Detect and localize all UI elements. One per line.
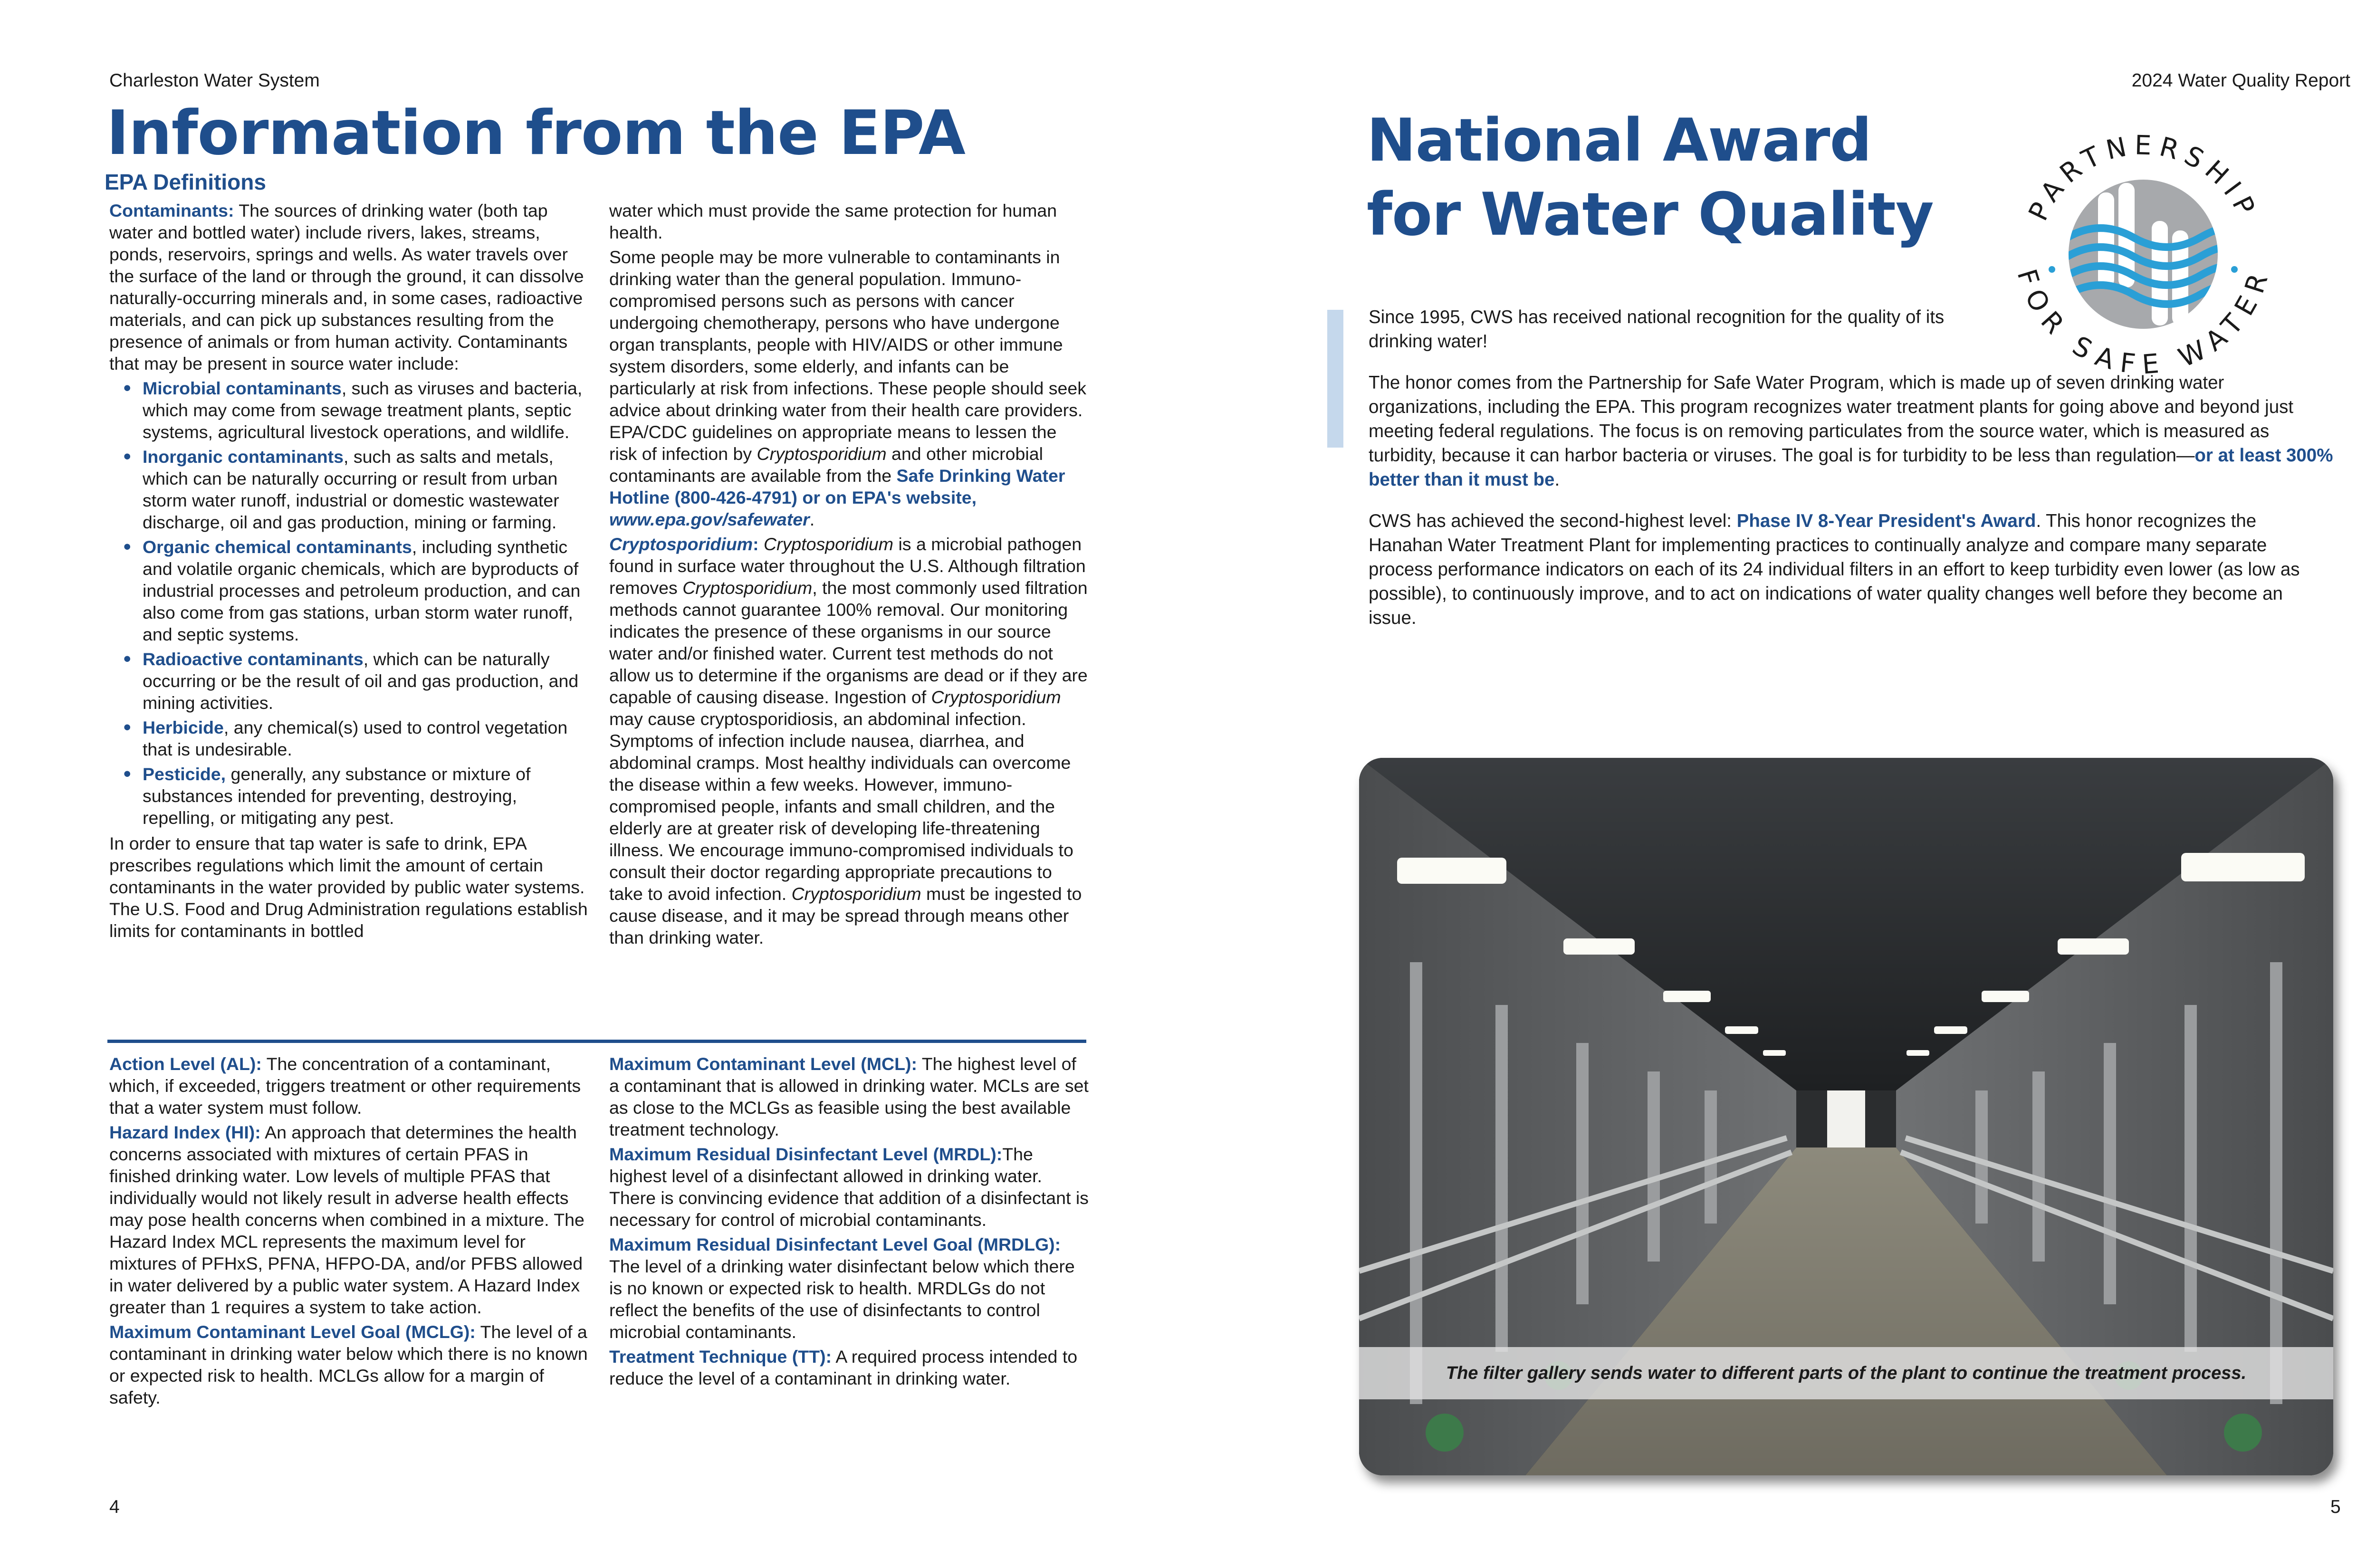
crypto-italic: Cryptosporidium — [931, 687, 1061, 707]
award-para-2 — [1369, 371, 2338, 492]
definition-text: A required process intended to reduce the level of a contaminant in drinking water. — [609, 1347, 1078, 1388]
crypto-text: is a microbial pathogen found in surface water throughout the U.S. Although filtration removes — [609, 534, 1086, 598]
definition-term: Maximum Contaminant Level (MCL): — [609, 1054, 917, 1074]
header-right: 2024 Water Quality Report — [2131, 70, 2350, 91]
list-item — [109, 763, 589, 829]
continuation-paragraph: water which must provide the same protection for human health. — [609, 201, 1057, 242]
bullet-text: , such as salts and metals, which can be naturally occurring or result from urban storm water runoff, industrial or domestic wastewater discharge, oil and gas production, mining or farming. — [143, 447, 559, 532]
period: . — [809, 509, 815, 529]
contaminants-term: Contaminants: — [109, 201, 234, 220]
bullet-term: Inorganic contaminants — [143, 447, 344, 467]
bullet-text: , including synthetic and volatile organic chemicals, which are byproducts of industrial processes and petroleum production, and can also come from gas stations, urban storm water runoff, and septic systems. — [143, 537, 581, 644]
list-item — [109, 377, 589, 443]
award-para-1: Since 1995, CWS has received national recognition for the quality of its drinking water! — [1369, 307, 1945, 352]
definition-term: Treatment Technique (TT): — [609, 1347, 832, 1367]
crypto-italic: Cryptosporidium — [791, 884, 921, 904]
crypto-colon: : — [753, 534, 764, 554]
bullet-text: , such as viruses and bacteria, which may come from sewage treatment plants, septic systems, agricultural livestock operations, and wildlife. — [143, 378, 583, 442]
crypto-text: must be ingested to cause disease, and it may be spread through means other than drinking water. — [609, 884, 1082, 947]
vulnerable-text-mid: and other microbial contaminants are available from the — [609, 444, 1043, 486]
page-title-award — [1367, 104, 1934, 252]
definition-text: An approach that determines the health concerns associated with mixtures of certain PFAS in finished drinking water. Low levels of multiple PFAS that individually would not likely result in adverse health effects may pose health concerns when combined in a mixture. The Hazard Index MCL represents the maximum level for mixtures of PFHxS, PFNA, HFPO-DA, and/or PFBS allowed in water delivered by a public water system. A Hazard Index greater than 1 requires a system to take action. — [109, 1122, 584, 1317]
definition-term: Maximum Contaminant Level Goal (MCLG): — [109, 1322, 476, 1342]
crypto-term: Cryptosporidium — [609, 534, 753, 554]
definition-text: The highest level of a disinfectant allowed in drinking water. There is convincing evidence that addition of a disinfectant is necessary for control of microbial contaminants. — [609, 1144, 1089, 1230]
definition-term: Action Level (AL): — [109, 1054, 262, 1074]
contaminants-paragraph — [109, 200, 589, 374]
bullet-term: Organic chemical contaminants — [143, 537, 412, 557]
definitions-column-left — [109, 1053, 589, 1411]
crypto-italic: Cryptosporidium — [757, 444, 887, 464]
title-line-2: for Water Quality — [1367, 181, 1934, 249]
bullet-term: Pesticide, — [143, 764, 226, 784]
bullet-term: Microbial contaminants — [143, 378, 342, 398]
bullet-text: generally, any substance or mixture of substances intended for preventing, destroying, repelling, or mitigating any pest. — [143, 764, 531, 828]
definition-term: Hazard Index (HI): — [109, 1122, 261, 1142]
award-para-2-text: The honor comes from the Partnership for Safe Water Program, which is made up of seven drinking water organizations, including the EPA. This program recognizes water treatment plants for going above and beyond just meeting federal regulations. The focus is on removing particulates from the source water, which is measured as turbidity, because it can harbor bacteria or viruses. The goal is for turbidity to be less than regulation— — [1369, 373, 2294, 466]
crypto-italic: Cryptosporidium — [682, 578, 813, 598]
award-para-2-emphasis: or at least 300% better than it must be — [1369, 445, 2333, 490]
photo-caption: The filter gallery sends water to different parts of the plant to continue the treatment process. — [1359, 1347, 2333, 1399]
award-para-3 — [1369, 509, 2300, 630]
definition-mcl — [609, 1053, 1089, 1140]
filter-gallery-photo — [1359, 758, 2333, 1475]
definition-text: The highest level of a contaminant that is allowed in drinking water. MCLs are set as close to the MCLGs as feasible using the best available treatment technology. — [609, 1054, 1089, 1139]
section-subtitle: EPA Definitions — [105, 170, 266, 194]
epa-website-link[interactable]: www.epa.gov/safewater — [609, 509, 810, 529]
epa-column-2 — [609, 200, 1089, 951]
bullet-term: Radioactive contaminants — [143, 649, 364, 669]
definition-tt — [609, 1346, 1089, 1389]
bullet-text: , which can be naturally occurring or be the result of oil and gas production, and mining activities. — [143, 649, 579, 713]
crypto-text: , the most commonly used filtration methods cannot guarantee 100% removal. Our monitoring indicates the presence of these organisms in our source water and/or finished water. Current test methods do not allow us to determine if the organisms are dead or if they are capable of causing disease. Ingestion of — [609, 578, 1088, 707]
crypto-text: may cause cryptosporidiosis, an abdominal infection. Symptoms of infection include nausea, diarrhea, and abdominal cramps. Most healthy individuals can overcome the disease within a few weeks. However, immuno-compromised people, infants and small children, and the elderly are at greater risk of developing life-threatening illness. We encourage immuno-compromised individuals to consult their doctor regarding appropriate precautions to take to avoid infection. — [609, 709, 1073, 904]
hotline-link[interactable]: Safe Drinking Water Hotline (800-426-4791) or on EPA's website, — [609, 466, 1065, 507]
award-para-3-rest: . This honor recognizes the Hanahan Water Treatment Plant for implementing practices to continually analyze and compare many separate process performance indicators on each of its 24 individual filters in an effort to keep turbidity even lower (as low as possible), to continuously improve, and to act on indications of water quality changes well before they become an issue. — [1369, 511, 2300, 628]
definition-text: The level of a contaminant in drinking water below which there is no known or expected risk to health. MCLGs allow for a margin of safety. — [109, 1322, 588, 1407]
bullet-term: Herbicide — [143, 717, 224, 737]
accent-bar — [1327, 310, 1343, 448]
definition-mrdl — [609, 1143, 1089, 1231]
list-item — [109, 717, 589, 760]
header-left: Charleston Water System — [109, 70, 320, 91]
bullet-text: , any chemical(s) used to control vegetation that is undesirable. — [143, 717, 568, 759]
definition-mrdlg — [609, 1233, 1089, 1343]
vulnerable-text: Some people may be more vulnerable to contaminants in drinking water than the general population. Immuno-compromised persons such as persons with cancer undergoing chemotherapy, persons who have undergone organ transplants, people with HIV/AIDS or other immune system disorders, some elderly, and infants can be particularly at risk from infections. These people should seek advice about drinking water from their health care providers. EPA/CDC guidelines on appropriate means to lessen the risk of infection by — [609, 247, 1086, 464]
contaminant-types-list — [109, 377, 589, 829]
page-number-left: 4 — [109, 1497, 120, 1517]
award-text — [1369, 305, 2338, 647]
regulations-paragraph: In order to ensure that tap water is safe to drink, EPA prescribes regulations which limit the amount of certain contaminants in the water provided by public water systems. The U.S. Food and Drug Administration regulations establish limits for contaminants in bottled — [109, 833, 588, 941]
definition-hi — [109, 1121, 589, 1318]
definition-text: The concentration of a contaminant, which, if exceeded, triggers treatment or other requirements that a water system must follow. — [109, 1054, 581, 1118]
cryptosporidium-paragraph — [609, 533, 1089, 948]
definition-term: Maximum Residual Disinfectant Level (MRDL): — [609, 1144, 1003, 1164]
definition-text: The level of a drinking water disinfectant below which there is no known or expected risk to health. MRDLGs do not reflect the benefits of the use of disinfectants to control microbial contaminants. — [609, 1256, 1075, 1342]
definition-term: Maximum Residual Disinfectant Level Goal (MRDLG): — [609, 1234, 1061, 1254]
award-name: Phase IV 8-Year President's Award — [1736, 511, 2036, 531]
list-item — [109, 446, 589, 533]
section-divider — [107, 1040, 1086, 1043]
award-para-2-end: . — [1554, 469, 1560, 490]
vulnerable-paragraph — [609, 246, 1089, 530]
contaminants-text: The sources of drinking water (both tap water and bottled water) include rivers, lakes, streams, ponds, reservoirs, springs and wells. As water travels over the surface of the land or through the ground, it can dissolve naturally-occurring minerals and, in some cases, radioactive materials, and can pick up substances resulting from the presence of animals or from human activity. Contaminants that may be present in source water include: — [109, 201, 584, 373]
definitions-column-right — [609, 1053, 1089, 1392]
logo-ring-text-bottom: FOR SAFE WATER — [2011, 265, 2276, 381]
page-number-right: 5 — [2330, 1497, 2341, 1517]
list-item — [109, 536, 589, 645]
page-title-epa: Information from the EPA — [106, 98, 965, 169]
logo-ring-text-top: PARTNERSHIP — [2022, 130, 2264, 226]
list-item — [109, 648, 589, 714]
title-line-1: National Award — [1367, 106, 1872, 175]
crypto-italic: Cryptosporidium — [764, 534, 894, 554]
epa-column-1 — [109, 200, 589, 945]
definition-mclg — [109, 1321, 589, 1408]
award-para-3-text: CWS has achieved the second-highest level: — [1369, 511, 1737, 531]
definition-al — [109, 1053, 589, 1119]
